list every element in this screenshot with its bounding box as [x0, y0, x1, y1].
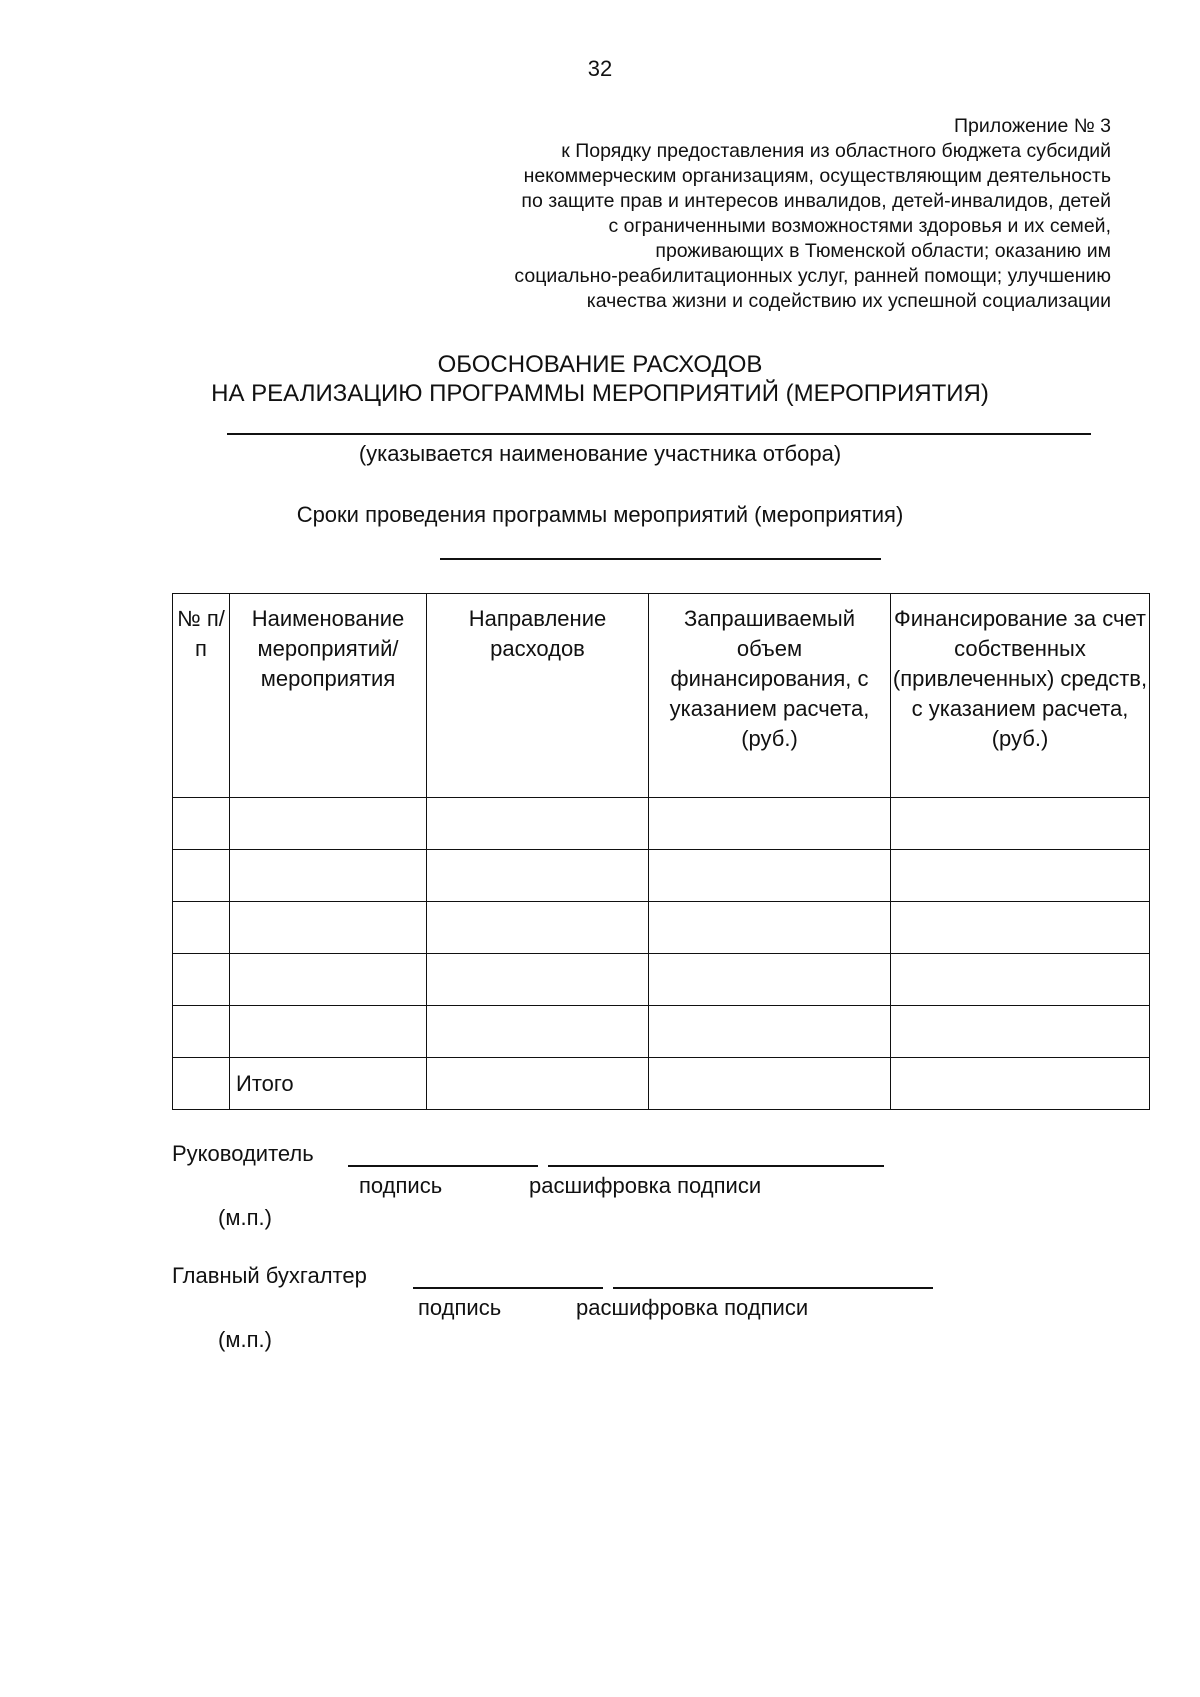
terms-line: [440, 558, 881, 560]
head-label: Руководитель: [172, 1141, 314, 1166]
table-cell: [173, 1006, 230, 1058]
appendix-line: социально-реабилитационных услуг, ранней помощи; улучшению: [514, 265, 1111, 287]
total-label: Итого: [230, 1058, 427, 1110]
table-cell: [427, 1058, 649, 1110]
table-cell: [427, 850, 649, 902]
table-row: [173, 954, 1150, 1006]
accountant-signature-line: [413, 1287, 603, 1289]
header-event-name: Наименование мероприятий/ мероприятия: [230, 594, 427, 798]
table-cell: [649, 1006, 891, 1058]
table-cell: [427, 1006, 649, 1058]
page-number: 32: [587, 56, 613, 81]
table-cell: [891, 798, 1150, 850]
table-cell: [173, 954, 230, 1006]
table-cell: [230, 850, 427, 902]
title-line-1: ОБОСНОВАНИЕ РАСХОДОВ: [437, 351, 763, 378]
table-cell: [649, 954, 891, 1006]
table-cell: [891, 850, 1150, 902]
header-number: № п/п: [173, 594, 230, 798]
table-cell: [230, 1006, 427, 1058]
appendix-line: Приложение № 3: [954, 115, 1111, 137]
table-cell: [173, 1058, 230, 1110]
table-cell: [649, 902, 891, 954]
head-decoding-caption: расшифровка подписи: [529, 1173, 762, 1198]
appendix-line: некоммерческим организациям, осуществляющим деятельность: [523, 165, 1111, 187]
title-line-2: НА РЕАЛИЗАЦИЮ ПРОГРАММЫ МЕРОПРИЯТИЙ (МЕРОПРИЯТИЯ): [211, 380, 989, 407]
header-requested-amount: Запрашиваемый объем финансирования, с указанием расчета, (руб.): [649, 594, 891, 798]
appendix-note: [351, 114, 1111, 314]
header-expense-direction: Направление расходов: [427, 594, 649, 798]
appendix-line: с ограниченными возможностями здоровья и их семей,: [608, 215, 1111, 237]
appendix-line: проживающих в Тюменской области; оказанию им: [655, 240, 1111, 262]
accountant-decoding-caption: расшифровка подписи: [576, 1295, 809, 1320]
appendix-line: к Порядку предоставления из областного бюджета субсидий: [561, 140, 1111, 162]
head-stamp-place: (м.п.): [218, 1205, 272, 1230]
table-cell: [230, 798, 427, 850]
appendix-line: по защите прав и интересов инвалидов, детей-инвалидов, детей: [521, 190, 1111, 212]
table-cell: [173, 798, 230, 850]
table-row: [173, 798, 1150, 850]
header-own-funding: Финансирование за счет собственных (привлеченных) средств, с указанием расчета, (руб.): [891, 594, 1150, 798]
accountant-signature-caption: подпись: [418, 1295, 502, 1320]
accountant-decoding-line: [613, 1287, 933, 1289]
accountant-label: Главный бухгалтер: [172, 1263, 367, 1288]
table-cell: [173, 902, 230, 954]
table-cell: [649, 798, 891, 850]
table-cell: [230, 954, 427, 1006]
table-cell: [427, 798, 649, 850]
table-cell: [649, 850, 891, 902]
table-cell: [173, 850, 230, 902]
head-signature-line: [348, 1165, 538, 1167]
accountant-stamp-place: (м.п.): [218, 1327, 272, 1352]
table-header-row: [173, 594, 1150, 798]
table-row: [173, 1006, 1150, 1058]
appendix-line: качества жизни и содействию их успешной социализации: [586, 290, 1111, 312]
head-decoding-line: [548, 1165, 884, 1167]
participant-name-line: [227, 433, 1091, 435]
table-cell: [891, 902, 1150, 954]
table-cell: [649, 1058, 891, 1110]
terms-label: Сроки проведения программы мероприятий (мероприятия): [296, 502, 904, 527]
table-cell: [427, 954, 649, 1006]
table-cell: [891, 954, 1150, 1006]
table-cell: [427, 902, 649, 954]
table-cell: [891, 1058, 1150, 1110]
expense-table: [172, 593, 1150, 1110]
participant-caption: (указывается наименование участника отбора): [358, 441, 842, 466]
table-row: [173, 850, 1150, 902]
table-cell: [230, 902, 427, 954]
table-cell: [891, 1006, 1150, 1058]
head-signature-caption: подпись: [359, 1173, 443, 1198]
table-total-row: [173, 1058, 1150, 1110]
table-row: [173, 902, 1150, 954]
document-title: [0, 350, 1200, 408]
